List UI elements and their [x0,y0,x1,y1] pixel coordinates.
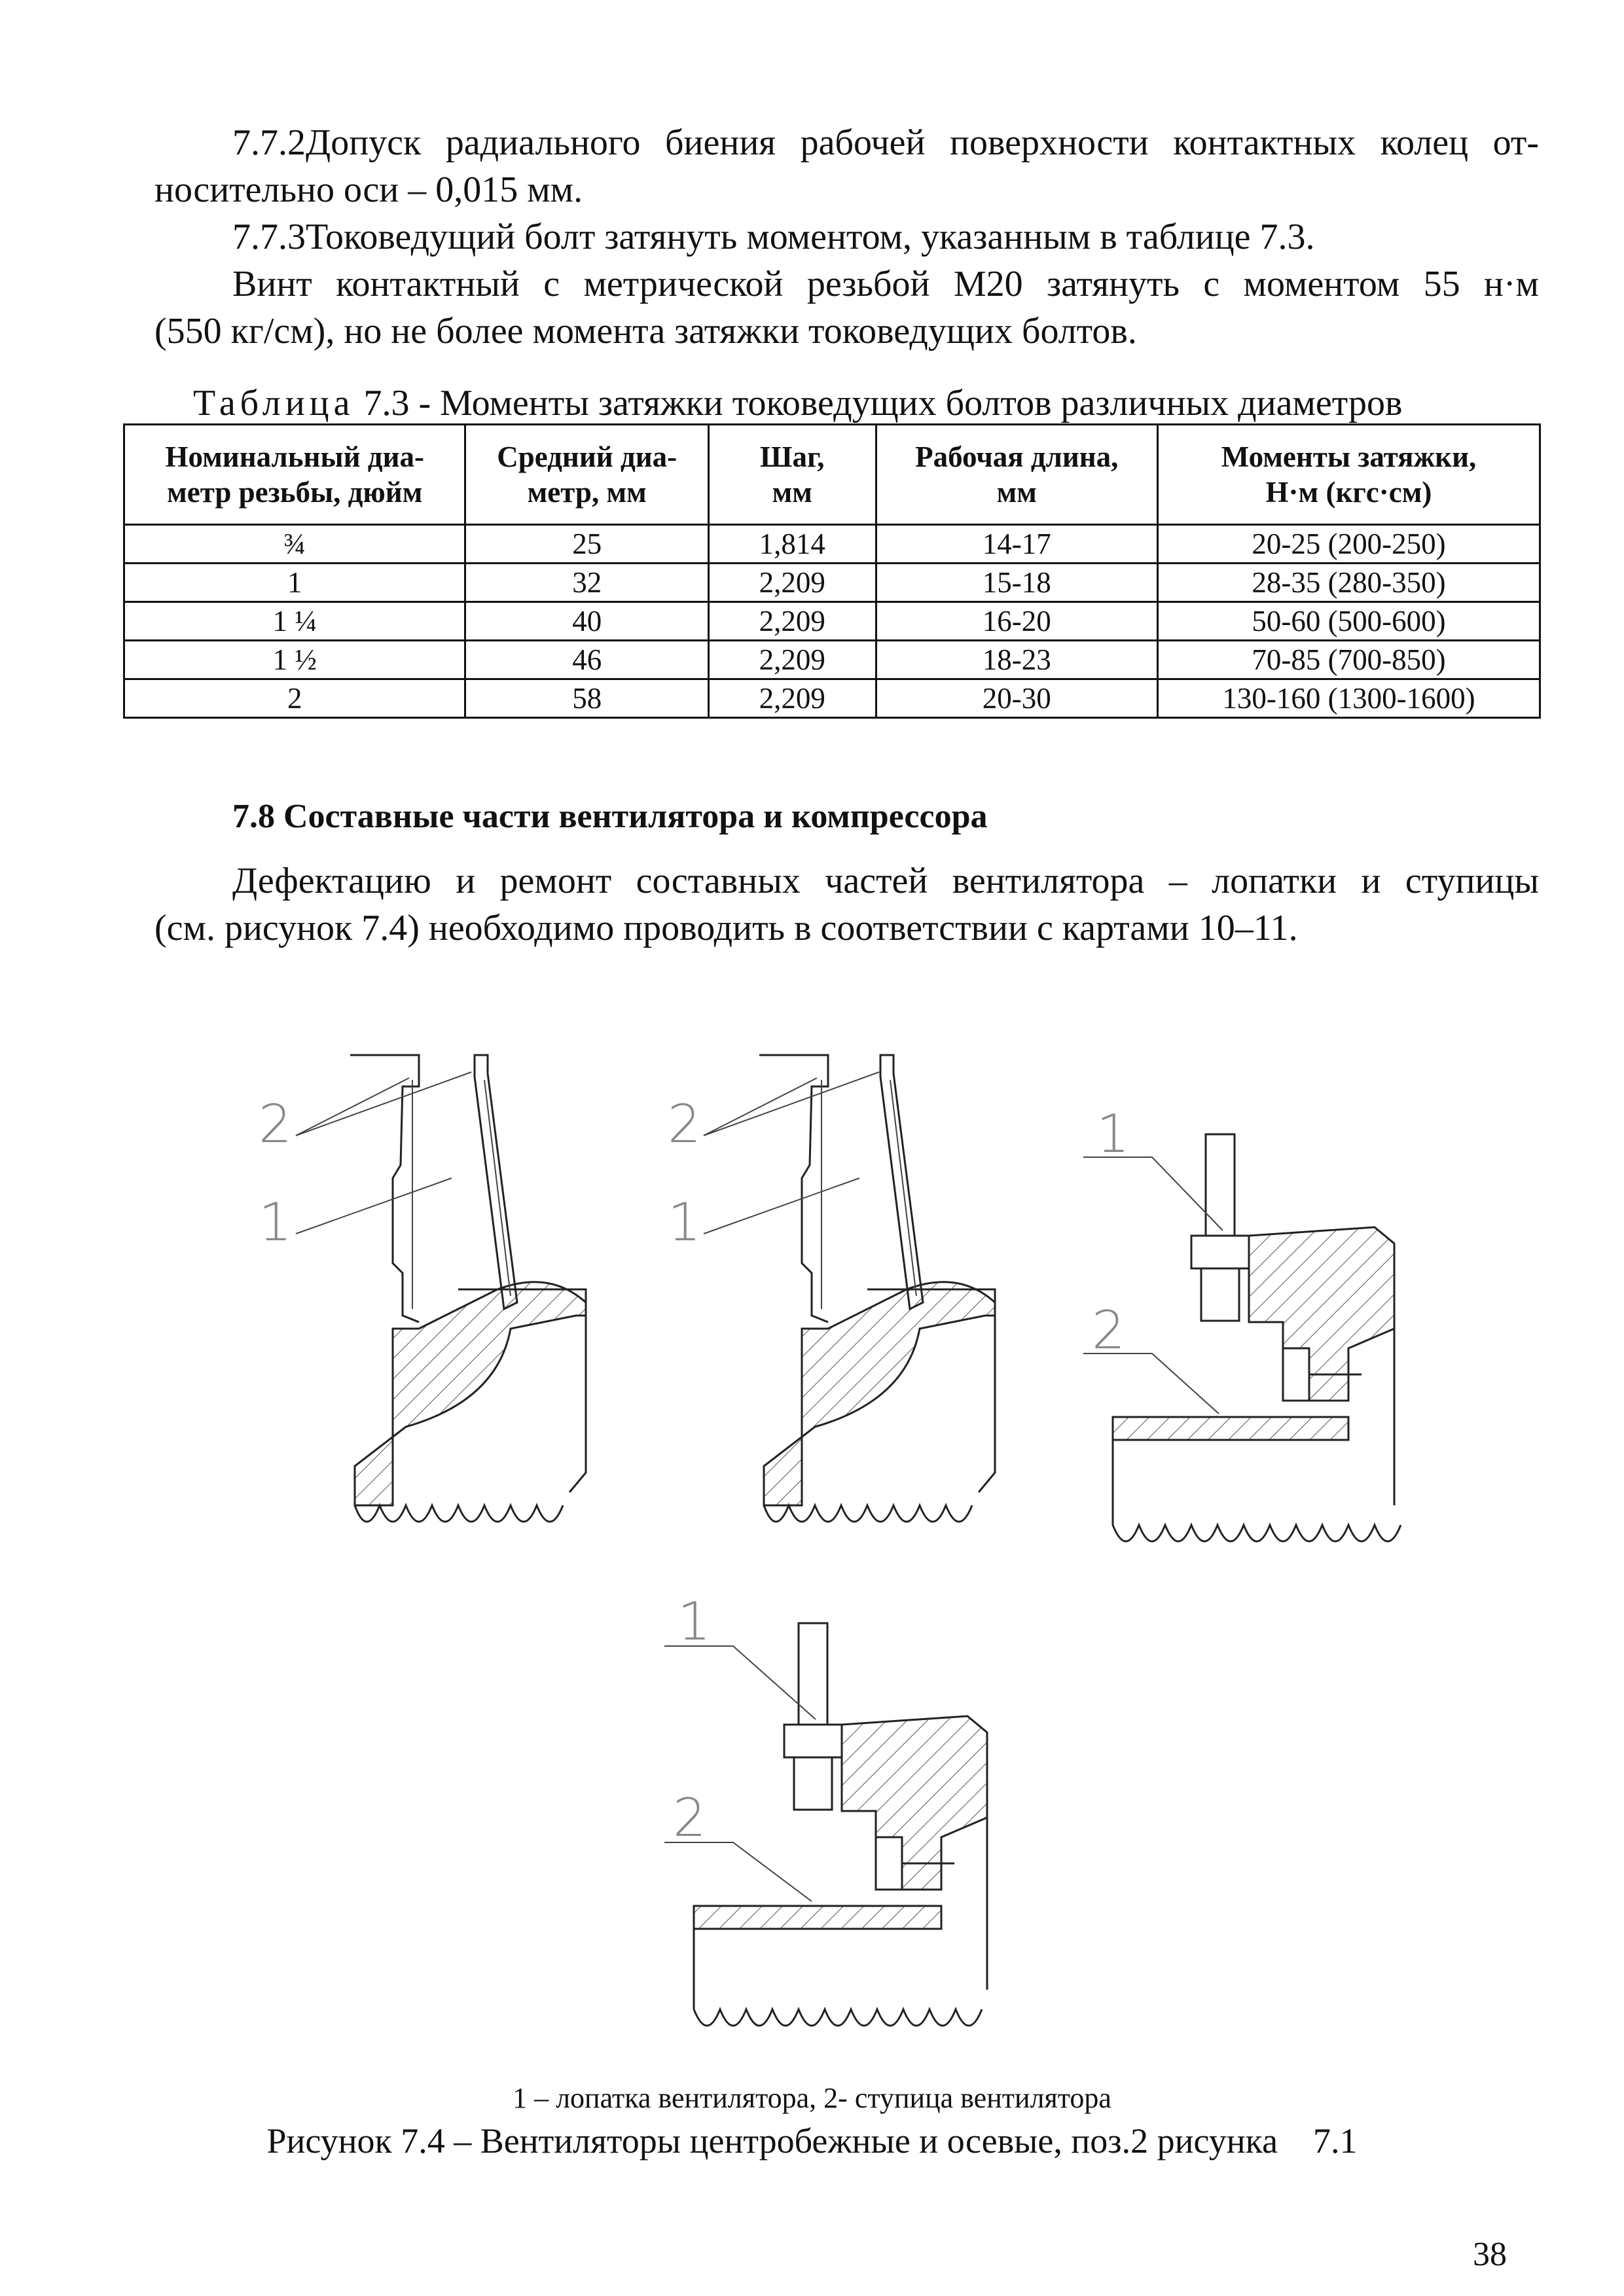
table-caption-prefix: Таблица [193,383,355,423]
cell-mean-diameter: 58 [465,679,709,718]
cell-mean-diameter: 40 [465,602,709,641]
cell-pitch: 2,209 [708,564,876,602]
cell-pitch: 2,209 [708,602,876,641]
section-heading: 7.8 Составные части вентилятора и компрессора [232,798,988,835]
cell-torque: 70-85 (700-850) [1157,641,1540,679]
table-row [124,602,1540,641]
page-number: 38 [1473,2236,1507,2273]
table-row [124,641,1540,679]
cell-nominal-diameter: 1 ¼ [124,602,465,641]
header-working-length: Рабочая длина, мм [876,425,1157,525]
section-text-line1: Дефектацию и ремонт составных частей вентилятора – лопатки и ступицы [232,861,1539,901]
cell-working-length: 14-17 [876,525,1157,564]
table-row [124,679,1540,718]
label-two-a: 2 [259,1094,292,1155]
paragraph-screw-line2: (550 кг/см), но не более момента затяжки токоведущих болтов. [154,311,1137,351]
cell-nominal-diameter: ¾ [124,525,465,564]
axial-fan-drawing-c [1083,1103,1401,1541]
paragraph-7-7-2-line1: 7.7.2Допуск радиального биения рабочей поверхности контактных колец от- [232,122,1539,163]
label-one-c: 1 [1096,1103,1130,1164]
table-caption [193,380,1402,427]
cell-torque: 130-160 (1300-1600) [1157,679,1540,718]
cell-mean-diameter: 46 [465,641,709,679]
paragraph-7-7-3: 7.7.3Токоведущий болт затянуть моментом, указанным в таблице 7.3. [232,217,1315,257]
paragraph-7-7-2-line2: носительно оси – 0,015 мм. [154,170,583,210]
cell-pitch: 2,209 [708,641,876,679]
paragraph-screw-line1: Винт контактный с метрической резьбой М20 затянуть с моментом 55 н·м [232,264,1539,304]
cell-pitch: 1,814 [708,525,876,564]
section-text-line2: (см. рисунок 7.4) необходимо проводить в соответствии с картами 10–11. [154,908,1298,948]
cell-working-length: 18-23 [876,641,1157,679]
header-torque: Моменты затяжки, Н·м (кгс·см) [1157,425,1540,525]
cell-torque: 20-25 (200-250) [1157,525,1540,564]
cell-torque: 50-60 (500-600) [1157,602,1540,641]
table-row [124,525,1540,564]
header-pitch: Шаг, мм [708,425,876,525]
cell-mean-diameter: 32 [465,564,709,602]
cell-nominal-diameter: 1 [124,564,465,602]
cell-pitch: 2,209 [708,679,876,718]
figure-legend: 1 – лопатка вентилятора, 2- ступица вентилятора [513,2082,1111,2114]
axial-fan-drawing-d [664,1591,987,2026]
cell-nominal-diameter: 2 [124,679,465,718]
label-one-a: 1 [259,1192,292,1253]
centrifugal-fan-drawing-b [668,1055,995,1522]
torque-table [123,423,1541,719]
figure-caption: Рисунок 7.4 – Вентиляторы центробежные и осевые, поз.2 рисунка 7.1 [266,2121,1358,2161]
cell-working-length: 20-30 [876,679,1157,718]
table-row [124,564,1540,602]
cell-working-length: 16-20 [876,602,1157,641]
cell-mean-diameter: 25 [465,525,709,564]
header-nominal-diameter: Номинальный диа- метр резьбы, дюйм [124,425,465,525]
label-one-d: 1 [677,1591,711,1652]
cell-working-length: 15-18 [876,564,1157,602]
label-one-b: 1 [668,1192,701,1253]
label-two-c: 2 [1092,1300,1125,1361]
header-mean-diameter: Средний диа- метр, мм [465,425,709,525]
cell-torque: 28-35 (280-350) [1157,564,1540,602]
centrifugal-fan-drawing-a [259,1055,586,1522]
cell-nominal-diameter: 1 ½ [124,641,465,679]
table-caption-text: 7.3 - Моменты затяжки токоведущих болтов различных диаметров [354,383,1403,423]
label-two-b: 2 [668,1094,701,1155]
label-two-d: 2 [673,1787,706,1848]
table-header-row [124,425,1540,525]
